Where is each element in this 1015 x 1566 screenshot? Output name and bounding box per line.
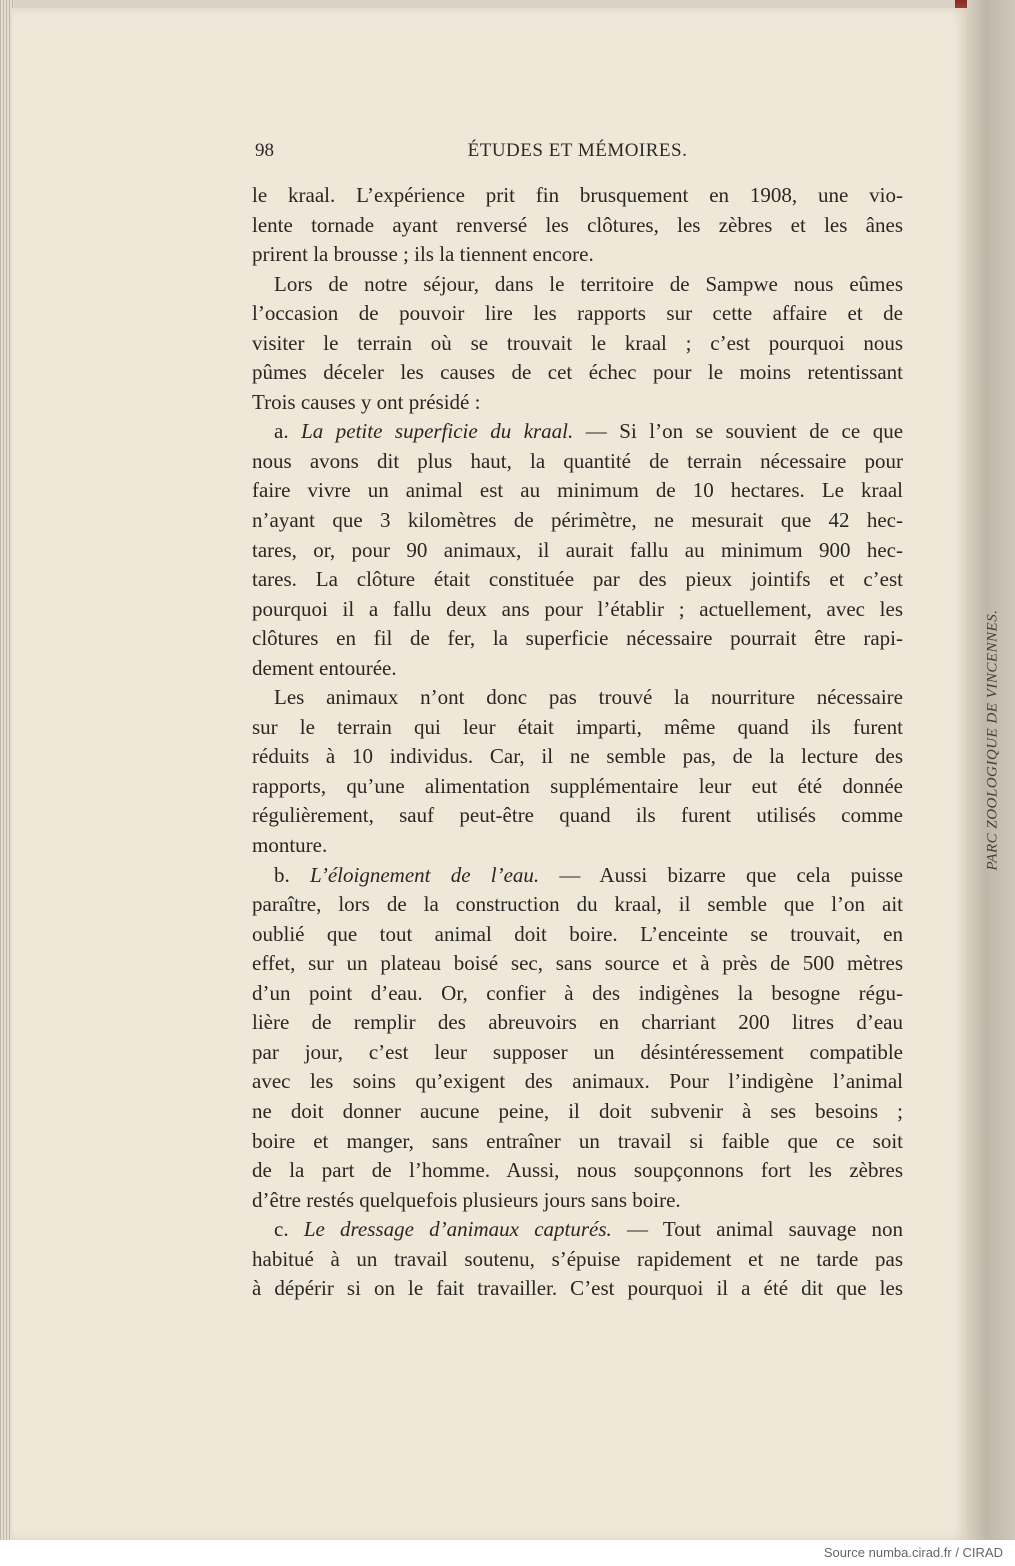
text-segment: — Si l’on se souvient de ce que [573, 419, 904, 444]
text-segment: ne doit donner aucune peine, il doit subvenir à ses besoins ; [252, 1098, 903, 1123]
page-number: 98 [255, 140, 274, 161]
text-segment: habitué à un travail soutenu, s’épuise rapidement et ne tarde pas [252, 1246, 903, 1271]
text-line [252, 240, 903, 270]
running-header [252, 140, 903, 166]
text-line [252, 329, 903, 359]
text-segment: Lors de notre séjour, dans le territoire de Sampwe nous eûmes [274, 271, 903, 296]
text-segment: tares. La clôture était constituée par des pieux jointifs et c’est [252, 567, 903, 592]
text-segment: Trois causes y ont présidé : [252, 389, 481, 414]
text-segment: c. [274, 1217, 304, 1242]
text-line [252, 831, 903, 861]
source-credit: Source numba.cirad.fr / CIRAD [823, 1545, 1003, 1560]
italic-heading: La petite superficie du kraal. [301, 419, 574, 444]
text-line [252, 1156, 903, 1186]
text-line [252, 772, 903, 802]
text-line [252, 683, 903, 713]
text-segment: faire vivre un animal est au minimum de 10 hectares. Le kraal [252, 478, 903, 503]
text-line [252, 1186, 903, 1216]
text-line [252, 565, 903, 595]
text-segment: clôtures en fil de fer, la superficie nécessaire pourrait être rapi- [252, 626, 903, 651]
text-segment: n’ayant que 3 kilomètres de périmètre, ne mesurait que 42 hec- [252, 508, 903, 533]
body-text [252, 181, 903, 1304]
text-segment: lente tornade ayant renversé les clôtures, les zèbres et les ânes [252, 212, 903, 237]
text-line [252, 1097, 903, 1127]
text-line [252, 1127, 903, 1157]
text-line [252, 536, 903, 566]
text-line [252, 1008, 903, 1038]
text-segment: — Aussi bizarre que cela puisse [539, 862, 903, 887]
text-segment: avec les soins qu’exigent des animaux. Pour l’indigène l’animal [252, 1069, 903, 1094]
text-segment: pûmes déceler les causes de cet échec pour le moins retentissant [252, 360, 903, 385]
text-line [252, 299, 903, 329]
text-segment: à dépérir si on le fait travailler. C’est pourquoi il a été dit que les [252, 1276, 903, 1301]
text-line [252, 181, 903, 211]
running-title: ÉTUDES ET MÉMOIRES. [467, 140, 688, 161]
text-segment: l’occasion de pouvoir lire les rapports sur cette affaire et de [252, 301, 903, 326]
text-segment: réduits à 10 individus. Car, il ne semble pas, de la lecture des [252, 744, 903, 769]
text-line [252, 417, 903, 447]
text-segment: prirent la brousse ; ils la tiennent encore. [252, 242, 594, 267]
text-segment: régulièrement, sauf peut-être quand ils furent utilisés comme [252, 803, 903, 828]
text-line [252, 920, 903, 950]
text-segment: rapports, qu’une alimentation supplémentaire leur eut été donnée [252, 773, 903, 798]
text-segment: b. [274, 862, 310, 887]
text-segment: effet, sur un plateau boisé sec, sans source et à près de 500 mètres [252, 951, 903, 976]
text-segment: tares, or, pour 90 animaux, il aurait fallu au minimum 900 hec- [252, 537, 903, 562]
text-line [252, 624, 903, 654]
text-segment: pourquoi il a fallu deux ans pour l’établir ; actuellement, avec les [252, 596, 903, 621]
text-segment: sur le terrain qui leur était imparti, même quand ils furent [252, 714, 903, 739]
text-line [252, 1215, 903, 1245]
text-line [252, 595, 903, 625]
text-segment: oublié que tout animal doit boire. L’enceinte se trouvait, en [252, 921, 903, 946]
text-line [252, 211, 903, 241]
text-line [252, 1067, 903, 1097]
text-line [252, 979, 903, 1009]
text-segment: lière de remplir des abreuvoirs en charriant 200 litres d’eau [252, 1010, 903, 1035]
side-title: PARC ZOOLOGIQUE DE VINCENNES. [984, 609, 1001, 871]
text-line [252, 890, 903, 920]
text-line [252, 476, 903, 506]
text-line [252, 861, 903, 891]
text-segment: de la part de l’homme. Aussi, nous soupçonnons fort les zèbres [252, 1158, 903, 1183]
text-segment: par jour, c’est leur supposer un désintéressement compatible [252, 1039, 903, 1064]
text-segment: — Tout animal sauvage non [611, 1217, 903, 1242]
text-line [252, 506, 903, 536]
text-segment: monture. [252, 833, 328, 858]
text-segment: a. [274, 419, 302, 444]
text-segment: visiter le terrain où se trouvait le kraal ; c’est pourquoi nous [252, 330, 903, 355]
text-line [252, 447, 903, 477]
italic-heading: Le dressage d’animaux capturés. [303, 1217, 612, 1242]
text-line [252, 1274, 903, 1304]
text-line [252, 270, 903, 300]
text-segment: boire et manger, sans entraîner un travail si faible que ce soit [252, 1128, 903, 1153]
text-segment: d’un point d’eau. Or, confier à des indigènes la besogne régu- [252, 980, 903, 1005]
text-line [252, 1245, 903, 1275]
text-line [252, 742, 903, 772]
text-line [252, 358, 903, 388]
text-segment: Les animaux n’ont donc pas trouvé la nourriture nécessaire [274, 685, 903, 710]
text-segment: paraître, lors de la construction du kraal, il semble que l’on ait [252, 892, 903, 917]
italic-heading: L’éloignement de l’eau. [309, 862, 540, 887]
text-segment: dement entourée. [252, 655, 397, 680]
text-segment: d’être restés quelquefois plusieurs jours sans boire. [252, 1187, 681, 1212]
text-segment: le kraal. L’expérience prit fin brusquement en 1908, une vio- [252, 183, 903, 207]
text-line [252, 713, 903, 743]
text-line [252, 949, 903, 979]
text-line [252, 654, 903, 684]
text-segment: nous avons dit plus haut, la quantité de terrain nécessaire pour [252, 448, 903, 473]
text-line [252, 1038, 903, 1068]
text-line [252, 801, 903, 831]
text-line [252, 388, 903, 418]
